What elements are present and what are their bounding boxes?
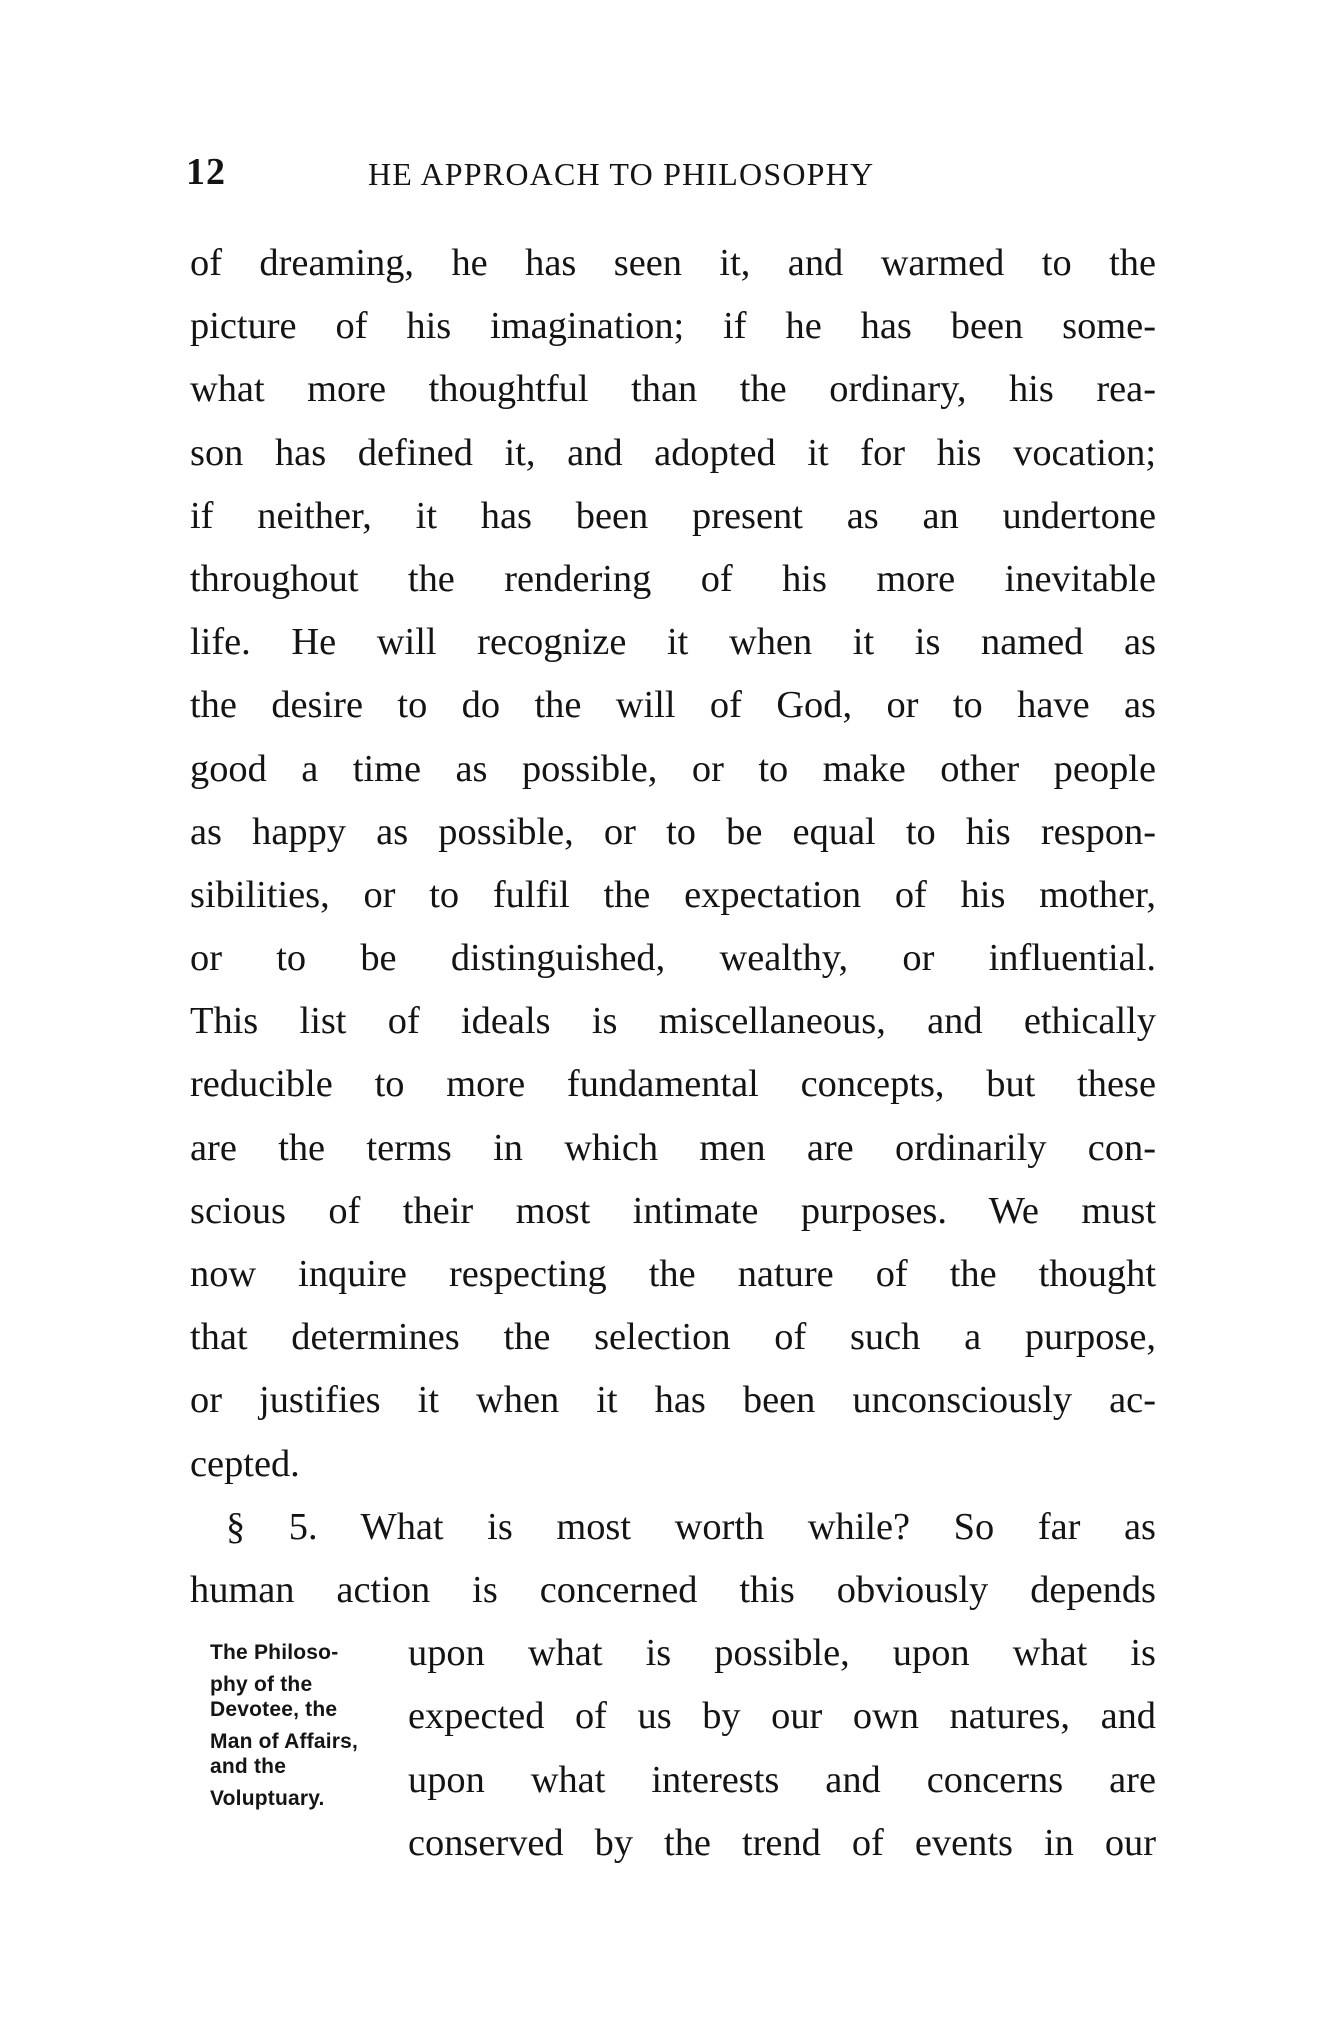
margin-note-line: phy of the [210,1672,313,1696]
text-line: good a time as possible, or to make other people [190,747,1156,790]
text-line: This list of ideals is miscellaneous, and ethically [190,1000,1156,1043]
margin-note-line: Voluptuary. [210,1786,325,1810]
text-line: now inquire respecting the nature of the thought [190,1253,1156,1295]
text-line: conserved by the trend of events in our [408,1821,1156,1864]
text-line: or justifies it when it has been unconsciously ac- [190,1379,1156,1422]
text-line: life. He will recognize it when it is named as [190,621,1156,664]
running-title: HE APPROACH TO PHILOSOPHY [368,156,875,192]
margin-note [210,1640,410,1811]
page-number: 12 [186,151,226,193]
text-line: upon what is possible, upon what is [408,1632,1156,1675]
text-line: picture of his imagination; if he has been some- [190,305,1156,348]
text-line: expected of us by our own natures, and [408,1695,1156,1738]
text-line: throughout the rendering of his more inevitable [190,557,1156,600]
text-line: scious of their most intimate purposes. We must [190,1189,1156,1232]
running-head [186,150,1186,194]
margin-note-line: Man of Affairs, [210,1729,359,1753]
text-line: that determines the selection of such a purpose, [190,1316,1156,1359]
text-line: cepted. [190,1442,300,1485]
section-heading-line: § 5. What is most worth while? So far as [226,1505,1156,1548]
margin-note-line: Devotee, the [210,1698,338,1721]
text-line: as happy as possible, or to be equal to his respon- [190,810,1156,853]
margin-note-line: and the [210,1755,287,1778]
text-line: the desire to do the will of God, or to have as [190,684,1156,727]
text-line: upon what interests and concerns are [408,1758,1156,1801]
body-text [190,232,1156,1875]
text-line: reducible to more fundamental concepts, but these [190,1063,1156,1106]
text-line: are the terms in which men are ordinarily con- [190,1126,1156,1169]
text-line: what more thoughtful than the ordinary, his rea- [190,368,1156,411]
margin-note-line: The Philoso- [210,1641,339,1664]
text-line: son has defined it, and adopted it for his vocation; [190,431,1156,474]
text-line: or to be distinguished, wealthy, or influential. [190,937,1156,980]
text-line: sibilities, or to fulfil the expectation of his mother, [190,873,1156,916]
text-line: if neither, it has been present as an undertone [190,494,1156,537]
text-line: of dreaming, he has seen it, and warmed to the [190,242,1156,284]
text-line: human action is concerned this obviously depends [190,1568,1156,1611]
